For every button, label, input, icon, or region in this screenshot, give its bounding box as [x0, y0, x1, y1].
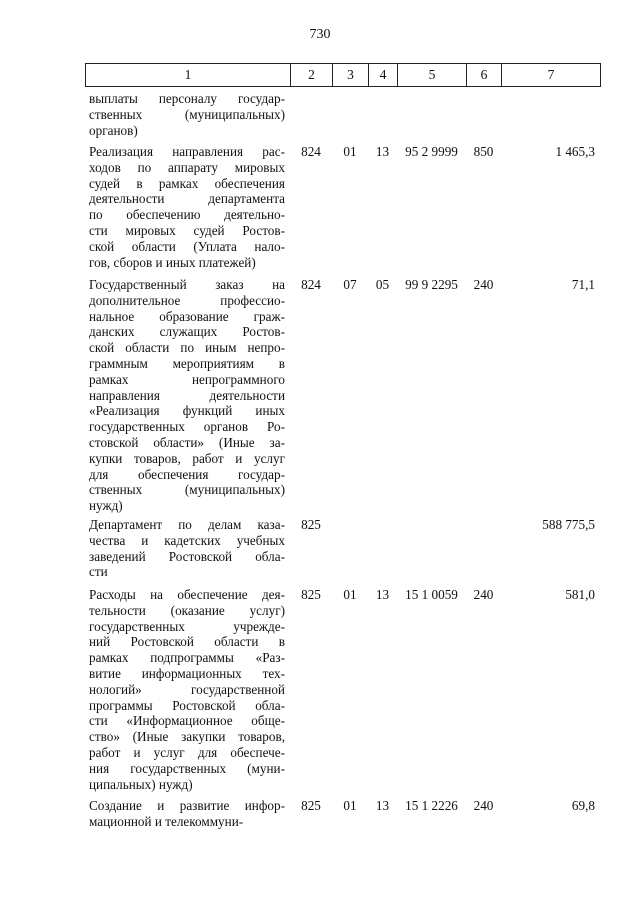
target-article-code: 95 2 9999	[405, 144, 458, 159]
description-line: нологий» государственной	[89, 681, 285, 697]
description-line: ния государственных (муни-	[89, 760, 285, 776]
description-line: деятельности департамента	[89, 191, 285, 207]
row-description	[89, 587, 285, 792]
description-line: направления деятельности	[89, 387, 285, 403]
description-line: ской области (Уплата нало-	[89, 238, 285, 254]
amount-value: 1 465,3	[555, 144, 595, 159]
description-line: заведений Ростовской обла-	[89, 548, 285, 564]
row-description	[89, 277, 285, 514]
ministry-code: 825	[301, 587, 321, 602]
section-code: 01	[343, 144, 357, 159]
header-col-2: 2	[291, 64, 333, 87]
description-line: тельности (оказание услуг)	[89, 602, 285, 618]
header-col-1: 1	[86, 64, 291, 87]
description-line: ходов по аппарату мировых	[89, 159, 285, 175]
target-article-code: 15 1 0059	[405, 587, 458, 602]
description-line: сти мировых судей Ростов-	[89, 222, 285, 238]
description-line: чества и кадетских учебных	[89, 532, 285, 548]
expense-type-code: 850	[473, 144, 494, 159]
description-line: Создание и развитие инфор-	[89, 798, 285, 813]
ministry-code: 824	[301, 277, 321, 292]
description-line: сти	[89, 564, 108, 580]
expense-type-code: 240	[473, 587, 494, 602]
description-line: гов, сборов и иных платежей)	[89, 254, 256, 270]
description-line: органов)	[89, 122, 138, 138]
header-col-4: 4	[369, 64, 398, 87]
description-line: Реализация направления рас-	[89, 144, 285, 159]
section-code: 01	[343, 587, 357, 602]
description-line: Государственный заказ на	[89, 277, 285, 292]
description-line: судей в рамках обеспечения	[89, 175, 285, 191]
amount-value: 69,8	[571, 798, 595, 813]
description-line: ственных (муниципальных)	[89, 106, 285, 122]
description-line: ний Ростовской области в	[89, 634, 285, 650]
description-line: Департамент по делам каза-	[89, 517, 285, 532]
subsection-code: 13	[375, 798, 390, 813]
description-line: граммным мероприятиям в	[89, 355, 285, 371]
column-header-row	[85, 63, 601, 87]
header-col-6: 6	[467, 64, 502, 87]
row-description	[89, 798, 285, 830]
description-line: стовской области» (Иные за-	[89, 434, 285, 450]
description-line: нальное образование граж-	[89, 308, 285, 324]
description-line: витие информационных тех-	[89, 665, 285, 681]
section-code: 07	[343, 277, 357, 292]
description-line: мационной и телекоммуни-	[89, 813, 244, 829]
amount-value: 588 775,5	[542, 517, 595, 532]
row-description	[89, 517, 285, 580]
description-line: сти «Информационное обще-	[89, 713, 285, 729]
description-line: «Реализация функций иных	[89, 403, 285, 419]
target-article-code: 99 9 2295	[405, 277, 458, 292]
description-line: для обеспечения государ-	[89, 466, 285, 482]
description-line: по обеспечению деятельно-	[89, 207, 285, 223]
description-line: ственных (муниципальных)	[89, 482, 285, 498]
subsection-code: 13	[375, 587, 390, 602]
row-description	[89, 91, 285, 138]
description-line: рамках непрограммного	[89, 371, 285, 387]
amount-value: 71,1	[571, 277, 595, 292]
header-col-5: 5	[398, 64, 467, 87]
description-line: дополнительное профессио-	[89, 292, 285, 308]
description-line: ской области по иным непро-	[89, 340, 285, 356]
description-line: государственных органов Ро-	[89, 419, 285, 435]
section-code: 01	[343, 798, 357, 813]
description-line: рамках подпрограммы «Раз-	[89, 650, 285, 666]
description-line: государственных учрежде-	[89, 618, 285, 634]
description-line: данских служащих Ростов-	[89, 324, 285, 340]
description-line: выплаты персоналу государ-	[89, 91, 285, 106]
ministry-code: 825	[301, 517, 321, 532]
header-col-3: 3	[333, 64, 369, 87]
page-number: 730	[309, 27, 331, 42]
ministry-code: 825	[301, 798, 321, 813]
expense-type-code: 240	[473, 277, 494, 292]
subsection-code: 05	[375, 277, 390, 292]
description-line: ство» (Иные закупки товаров,	[89, 729, 285, 745]
target-article-code: 15 1 2226	[405, 798, 458, 813]
subsection-code: 13	[375, 144, 390, 159]
description-line: программы Ростовской обла-	[89, 697, 285, 713]
description-line: работ и услуг для обеспече-	[89, 744, 285, 760]
description-line: нужд)	[89, 498, 123, 514]
row-description	[89, 144, 285, 270]
ministry-code: 824	[301, 144, 321, 159]
description-line: ципальных) нужд)	[89, 776, 193, 792]
amount-value: 581,0	[565, 587, 595, 602]
expense-type-code: 240	[473, 798, 494, 813]
description-line: купки товаров, работ и услуг	[89, 450, 285, 466]
header-col-7: 7	[502, 64, 601, 87]
description-line: Расходы на обеспечение дея-	[89, 587, 285, 602]
